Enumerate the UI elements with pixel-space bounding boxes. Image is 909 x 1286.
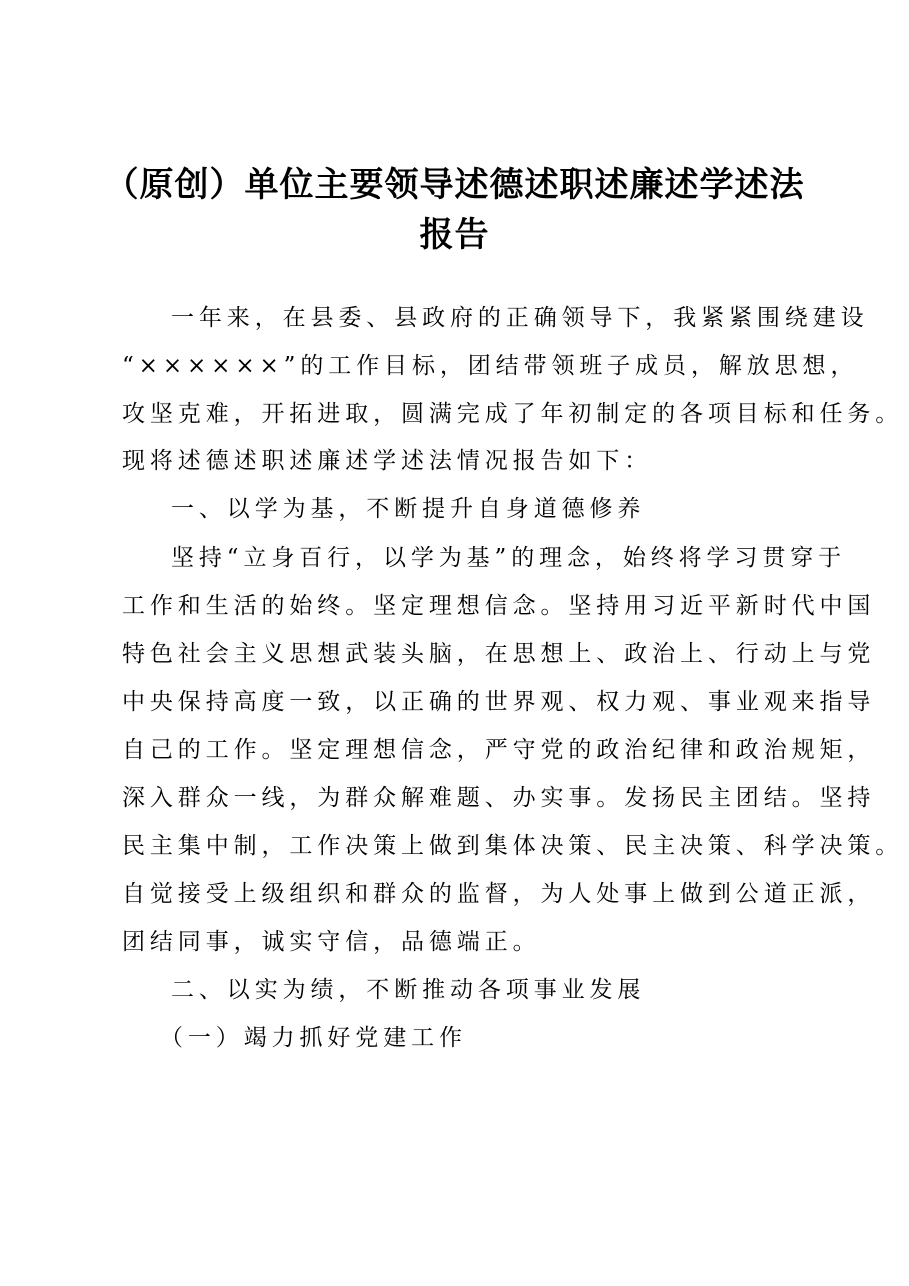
- paragraph-line: 自觉接受上级组织和群众的监督，为人处事上做到公道正派，: [122, 881, 876, 907]
- paragraph-line: 民主集中制，工作决策上做到集体决策、民主决策、科学决策。: [122, 833, 904, 859]
- paragraph-line: “××××××”的工作目标，团结带领班子成员，解放思想，: [122, 353, 859, 379]
- section-heading: 一、以学为基，不断提升自身道德修养: [171, 496, 646, 522]
- paragraph-line: 工作和生活的始终。坚定理想信念。坚持用习近平新时代中国: [122, 593, 876, 619]
- paragraph-line: 中央保持高度一致，以正确的世界观、权力观、事业观来指导: [122, 689, 876, 715]
- paragraph-line: 一年来，在县委、县政府的正确领导下，我紧紧围绕建设: [171, 305, 869, 331]
- section-heading: 二、以实为绩，不断推动各项事业发展: [171, 977, 646, 1003]
- paragraph-line: 坚持“立身百行，以学为基”的理念，始终将学习贯穿于: [171, 545, 847, 571]
- paragraph-line: 自己的工作。坚定理想信念，严守党的政治纪律和政治规矩，: [122, 737, 876, 763]
- paragraph-line: 特色社会主义思想武装头脑，在思想上、政治上、行动上与党: [122, 641, 876, 667]
- paragraph-line: 攻坚克难，开拓进取，圆满完成了年初制定的各项目标和任务。: [122, 401, 904, 427]
- subsection-heading: （一）竭力抓好党建工作: [160, 1025, 467, 1051]
- document-title-line-2: 报告: [419, 215, 490, 255]
- paragraph-line: 团结同事，诚实守信，品德端正。: [122, 929, 541, 955]
- document-title-line-1: （原创）单位主要领导述德述职述廉述学述法: [104, 165, 805, 205]
- paragraph-line: 现将述德述职述廉述学述法情况报告如下：: [122, 448, 653, 474]
- paragraph-line: 深入群众一线，为群众解难题、办实事。发扬民主团结。坚持: [122, 785, 876, 811]
